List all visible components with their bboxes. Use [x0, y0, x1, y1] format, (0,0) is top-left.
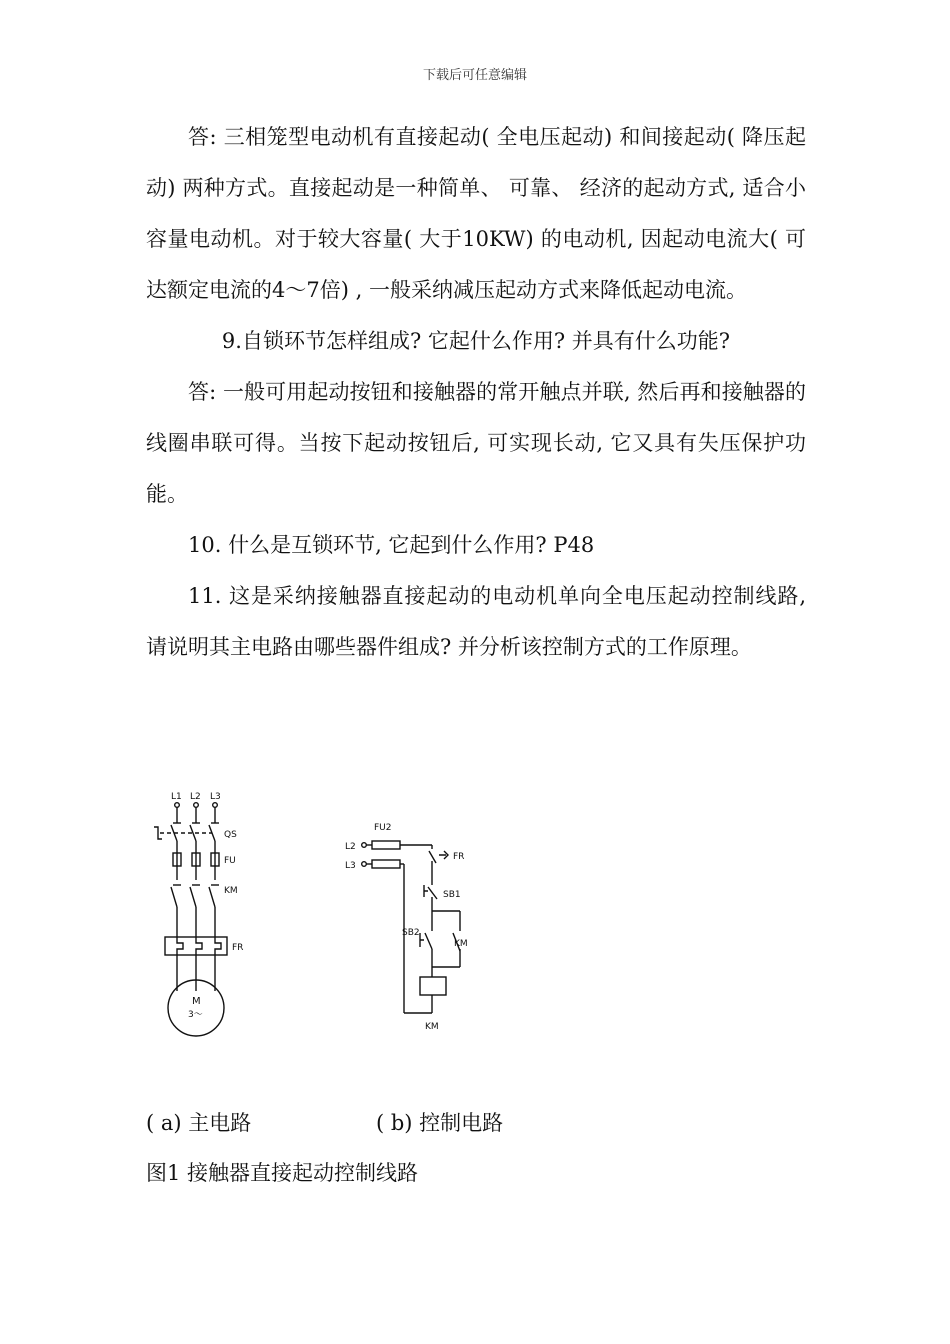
- label-km-main: KM: [224, 886, 238, 896]
- figure-title: 图1 接触器直接起动控制线路: [146, 1161, 419, 1185]
- page-header: 下载后可任意编辑: [422, 68, 527, 83]
- caption-a: ( a) 主电路: [146, 1111, 252, 1135]
- question-10: 10. 什么是互锁环节, 它起到什么作用? P48: [188, 533, 595, 557]
- label-fr-main: FR: [232, 943, 244, 953]
- qs-switch: [154, 807, 219, 841]
- circuit-figure: [140, 785, 640, 1045]
- question-11: 11. 这是采纳接触器直接起动的电动机单向全电压起动控制线路, 请说明其主电路由哪些器件组成? 并分析该控制方式的工作原理。: [146, 584, 806, 659]
- label-motor-3: 3～: [188, 1010, 203, 1020]
- label-fu2: FU2: [374, 823, 392, 833]
- fu2-fuse-l3: [372, 860, 400, 868]
- sb2-button-mark: [420, 933, 424, 947]
- main-circuit: [154, 792, 243, 1036]
- fr-contact-mark: [439, 851, 448, 859]
- fu-fuses: [173, 841, 219, 880]
- label-l1: L1: [171, 792, 182, 802]
- label-l2-control: L2: [345, 842, 356, 852]
- label-l3: L3: [210, 792, 221, 802]
- label-qs: QS: [224, 830, 237, 840]
- body-text: [146, 112, 806, 673]
- label-km-coil: KM: [425, 1022, 439, 1032]
- km-coil: [420, 977, 446, 995]
- terminal-l1: [175, 803, 180, 808]
- caption-b: ( b) 控制电路: [376, 1111, 504, 1135]
- label-l2: L2: [190, 792, 201, 802]
- terminal-l3: [213, 803, 218, 808]
- fu2-fuse-l2: [372, 841, 400, 849]
- label-fu: FU: [224, 856, 236, 866]
- question-9: 9.自锁环节怎样组成? 它起什么作用? 并具有什么功能?: [221, 329, 731, 353]
- terminal-l3-control: [362, 862, 367, 867]
- km-main-contacts: [171, 885, 219, 937]
- control-circuit: [345, 823, 468, 1032]
- label-sb2: SB2: [402, 928, 420, 938]
- label-motor-m: M: [192, 996, 201, 1007]
- answer-paragraph-9: 答: 一般可用起动按钮和接触器的常开触点并联, 然后再和接触器的线圈串联可得。当按下起动按钮后, 可实现长动, 它又具有失压保护功能。: [146, 380, 806, 506]
- circuit-diagram: [140, 785, 640, 1045]
- terminal-l2-control: [362, 843, 367, 848]
- answer-paragraph-8: 答: 三相笼型电动机有直接起动( 全电压起动) 和间接起动( 降压起动) 两种方式。直接起动是一种简单、 可靠、 经济的起动方式, 适合小容量电动机。对于较大容量( 大于10KW) 的电动机, 因起动电流大( 可达额定电流的4～7倍) , 一般采纳减压起动方式来降低起动电流。: [146, 125, 806, 302]
- label-sb1: SB1: [443, 890, 461, 900]
- terminal-l2: [194, 803, 199, 808]
- fr-thermal-relay: [165, 937, 227, 955]
- label-fr-control: FR: [453, 852, 465, 862]
- label-l3-control: L3: [345, 861, 356, 871]
- label-km-contact: KM: [454, 939, 468, 949]
- sb1-button-mark: [424, 885, 428, 897]
